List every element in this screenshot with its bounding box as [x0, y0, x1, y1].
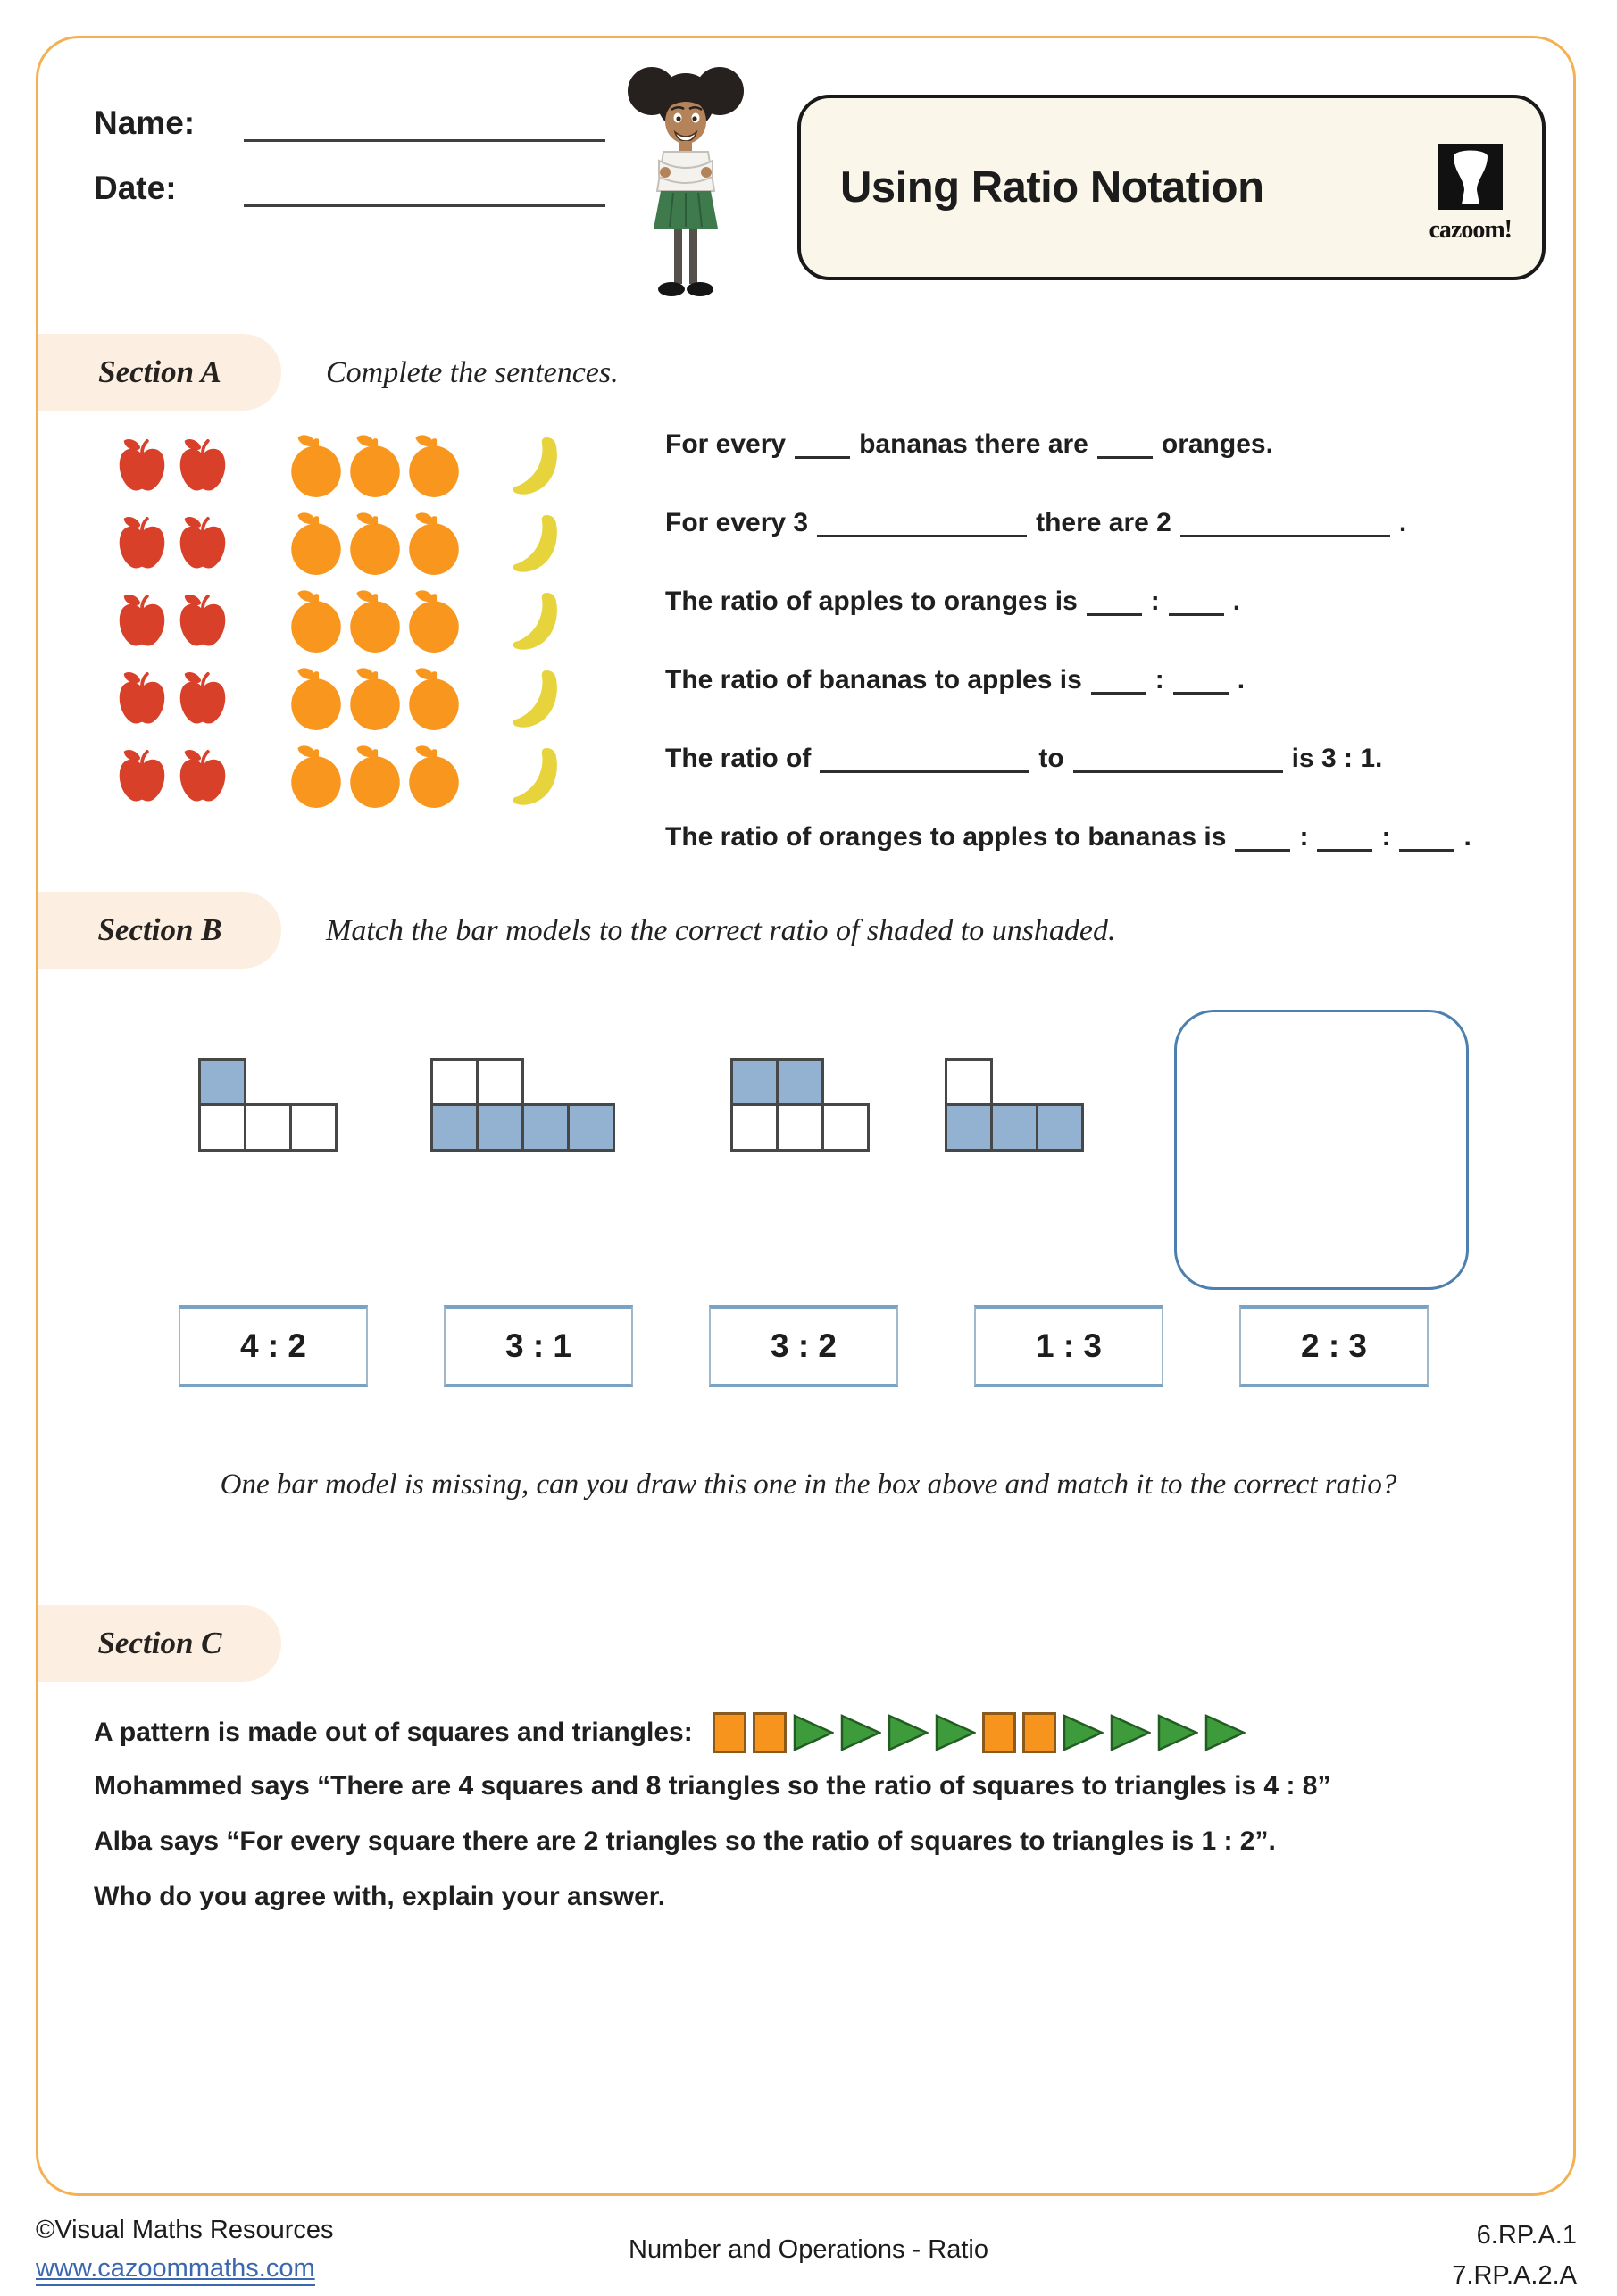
date-input-line[interactable] [244, 165, 605, 207]
sentence-2 [665, 505, 1585, 541]
bar-model-4 [945, 1058, 1081, 1152]
sentence-text: there are 2 [1036, 508, 1171, 537]
name-input-line[interactable] [244, 100, 605, 142]
sentence-5 [665, 741, 1585, 777]
ratio-options-row [179, 1305, 1429, 1387]
orange-icon [288, 743, 345, 809]
ratio-option-5[interactable]: 2 : 3 [1239, 1305, 1429, 1387]
unshaded-cell [289, 1103, 338, 1152]
answer-blank[interactable] [820, 742, 1029, 773]
shaded-cell [945, 1103, 993, 1152]
square-icon [982, 1712, 1016, 1753]
banana-icon [513, 435, 563, 495]
shaded-cell [567, 1103, 615, 1152]
sentence-text: : [1150, 586, 1160, 616]
triangle-icon [1157, 1713, 1198, 1752]
fruit-row [116, 507, 563, 578]
orange-icon [405, 510, 463, 576]
bar-model-1 [198, 1058, 335, 1152]
fruit-row [116, 662, 563, 734]
sentence-list [665, 427, 1585, 898]
shaded-cell [476, 1103, 524, 1152]
orange-icon [288, 510, 345, 576]
answer-blank[interactable] [1169, 585, 1224, 616]
square-icon [1022, 1712, 1056, 1753]
worksheet-title: Using Ratio Notation [840, 163, 1264, 212]
orange-icon [405, 743, 463, 809]
answer-blank[interactable] [1073, 742, 1283, 773]
bar-model-2 [430, 1058, 613, 1152]
copyright: ©Visual Maths Resources [36, 2216, 334, 2244]
section-b-label: Section B [38, 892, 281, 969]
triangle-icon [793, 1713, 834, 1752]
answer-blank[interactable] [1091, 663, 1146, 695]
footer-topic: Number and Operations - Ratio [629, 2235, 988, 2264]
apple-icon [116, 748, 168, 803]
orange-icon [346, 432, 404, 498]
answer-blank[interactable] [1235, 820, 1290, 852]
shaded-cell [990, 1103, 1038, 1152]
orange-icon [405, 665, 463, 731]
apple-icon [116, 437, 168, 493]
apple-icon [177, 437, 229, 493]
unshaded-cell [198, 1103, 246, 1152]
sentence-text: For every [665, 429, 787, 459]
banana-icon [513, 512, 563, 573]
cazoom-logo-text: cazoom! [1429, 215, 1512, 244]
shaded-cell [430, 1103, 479, 1152]
cazoom-logo [1429, 144, 1512, 245]
unshaded-cell [776, 1103, 824, 1152]
section-a-instruction: Complete the sentences. [326, 356, 619, 389]
answer-blank[interactable] [817, 506, 1027, 537]
name-row [94, 100, 605, 142]
answer-blank[interactable] [1317, 820, 1372, 852]
bar-model-3 [730, 1058, 867, 1152]
title-box [797, 95, 1546, 280]
sentence-text: The ratio of oranges to apples to bananas is [665, 822, 1227, 852]
question-line: Who do you agree with, explain your answer. [94, 1882, 666, 1911]
name-date-block [94, 100, 605, 230]
square-icon [753, 1712, 787, 1753]
section-a-label: Section A [38, 334, 281, 411]
standard-code: 7.RP.A.2.A [1452, 2261, 1577, 2290]
fruit-row [116, 585, 563, 656]
answer-blank[interactable] [1180, 506, 1390, 537]
ratio-option-4[interactable]: 1 : 3 [974, 1305, 1163, 1387]
banana-icon [513, 745, 563, 806]
orange-icon [288, 587, 345, 653]
shaded-cell [521, 1103, 570, 1152]
standard-code: 6.RP.A.1 [1476, 2221, 1577, 2250]
fruit-row [116, 429, 563, 501]
sentence-text: to [1038, 744, 1064, 773]
sentence-text: . [1232, 586, 1241, 616]
alba-line: Alba says “For every square there are 2 triangles so the ratio of squares to triangles is 1 : 2”. [94, 1826, 1276, 1856]
triangle-icon [1204, 1713, 1246, 1752]
triangle-icon [888, 1713, 929, 1752]
shaded-cell [730, 1058, 779, 1106]
website-link[interactable]: www.cazoommaths.com [36, 2254, 315, 2286]
apple-icon [177, 593, 229, 648]
orange-icon [405, 432, 463, 498]
pattern-shapes [713, 1712, 1246, 1753]
sentence-text: For every 3 [665, 508, 809, 537]
apple-icon [177, 748, 229, 803]
sentence-3 [665, 584, 1585, 620]
apple-icon [116, 593, 168, 648]
name-label: Name: [94, 104, 196, 141]
standards-list [1452, 2216, 1577, 2296]
triangle-icon [1063, 1713, 1104, 1752]
orange-icon [346, 510, 404, 576]
ratio-option-2[interactable]: 3 : 1 [444, 1305, 633, 1387]
apple-icon [177, 515, 229, 570]
unshaded-cell [476, 1058, 524, 1106]
orange-icon [346, 587, 404, 653]
fruit-row [116, 740, 563, 811]
unshaded-cell [821, 1103, 870, 1152]
square-icon [713, 1712, 746, 1753]
sentence-4 [665, 662, 1585, 698]
sentence-text: . [1237, 665, 1246, 695]
shaded-cell [198, 1058, 246, 1106]
shaded-cell [1036, 1103, 1084, 1152]
ratio-option-3[interactable]: 3 : 2 [709, 1305, 898, 1387]
sentence-text: is 3 : 1. [1291, 744, 1383, 773]
unshaded-cell [945, 1058, 993, 1106]
triangle-icon [935, 1713, 976, 1752]
sentence-text: : [1299, 822, 1309, 852]
apple-icon [116, 515, 168, 570]
orange-icon [288, 432, 345, 498]
orange-icon [346, 743, 404, 809]
sentence-1 [665, 427, 1585, 462]
unshaded-cell [730, 1103, 779, 1152]
answer-blank[interactable] [1399, 820, 1454, 852]
section-c-label: Section C [38, 1605, 281, 1682]
answer-blank[interactable] [1173, 663, 1229, 695]
banana-icon [513, 668, 563, 728]
section-b-instruction: Match the bar models to the correct ratio of shaded to unshaded. [326, 914, 1116, 947]
banana-icon [513, 590, 563, 651]
shaded-cell [776, 1058, 824, 1106]
missing-model-note: One bar model is missing, can you draw this one in the box above and match it to the correct ratio? [220, 1468, 1397, 1501]
draw-answer-box[interactable] [1174, 1010, 1469, 1290]
orange-icon [288, 665, 345, 731]
orange-icon [346, 665, 404, 731]
pattern-intro: A pattern is made out of squares and triangles: [94, 1718, 693, 1747]
orange-icon [405, 587, 463, 653]
sentence-text: . [1463, 822, 1471, 852]
date-label: Date: [94, 170, 177, 206]
unshaded-cell [244, 1103, 292, 1152]
sentence-text: The ratio of bananas to apples is [665, 665, 1082, 695]
sentence-text: . [1398, 508, 1407, 537]
triangle-icon [840, 1713, 881, 1752]
sentence-text: The ratio of apples to oranges is [665, 586, 1078, 616]
sentence-6 [665, 819, 1585, 855]
ratio-option-1[interactable]: 4 : 2 [179, 1305, 368, 1387]
apple-icon [177, 670, 229, 726]
sentence-text: The ratio of [665, 744, 812, 773]
fruit-array [116, 429, 563, 818]
sentence-text: bananas there are [859, 429, 1088, 459]
mohammed-line: Mohammed says “There are 4 squares and 8 triangles so the ratio of squares to triangles is 4 : 8” [94, 1771, 1331, 1801]
pattern-line [94, 1712, 1246, 1753]
answer-blank[interactable] [795, 428, 850, 459]
unshaded-cell [430, 1058, 479, 1106]
schoolgirl-mascot-illustration [614, 55, 757, 310]
sentence-text: : [1154, 665, 1164, 695]
triangle-icon [1110, 1713, 1151, 1752]
sentence-text: : [1381, 822, 1391, 852]
answer-blank[interactable] [1087, 585, 1142, 616]
apple-icon [116, 670, 168, 726]
sentence-text: oranges. [1161, 429, 1273, 459]
djembe-drum-icon [1438, 144, 1503, 214]
date-row [94, 165, 605, 207]
answer-blank[interactable] [1097, 428, 1153, 459]
